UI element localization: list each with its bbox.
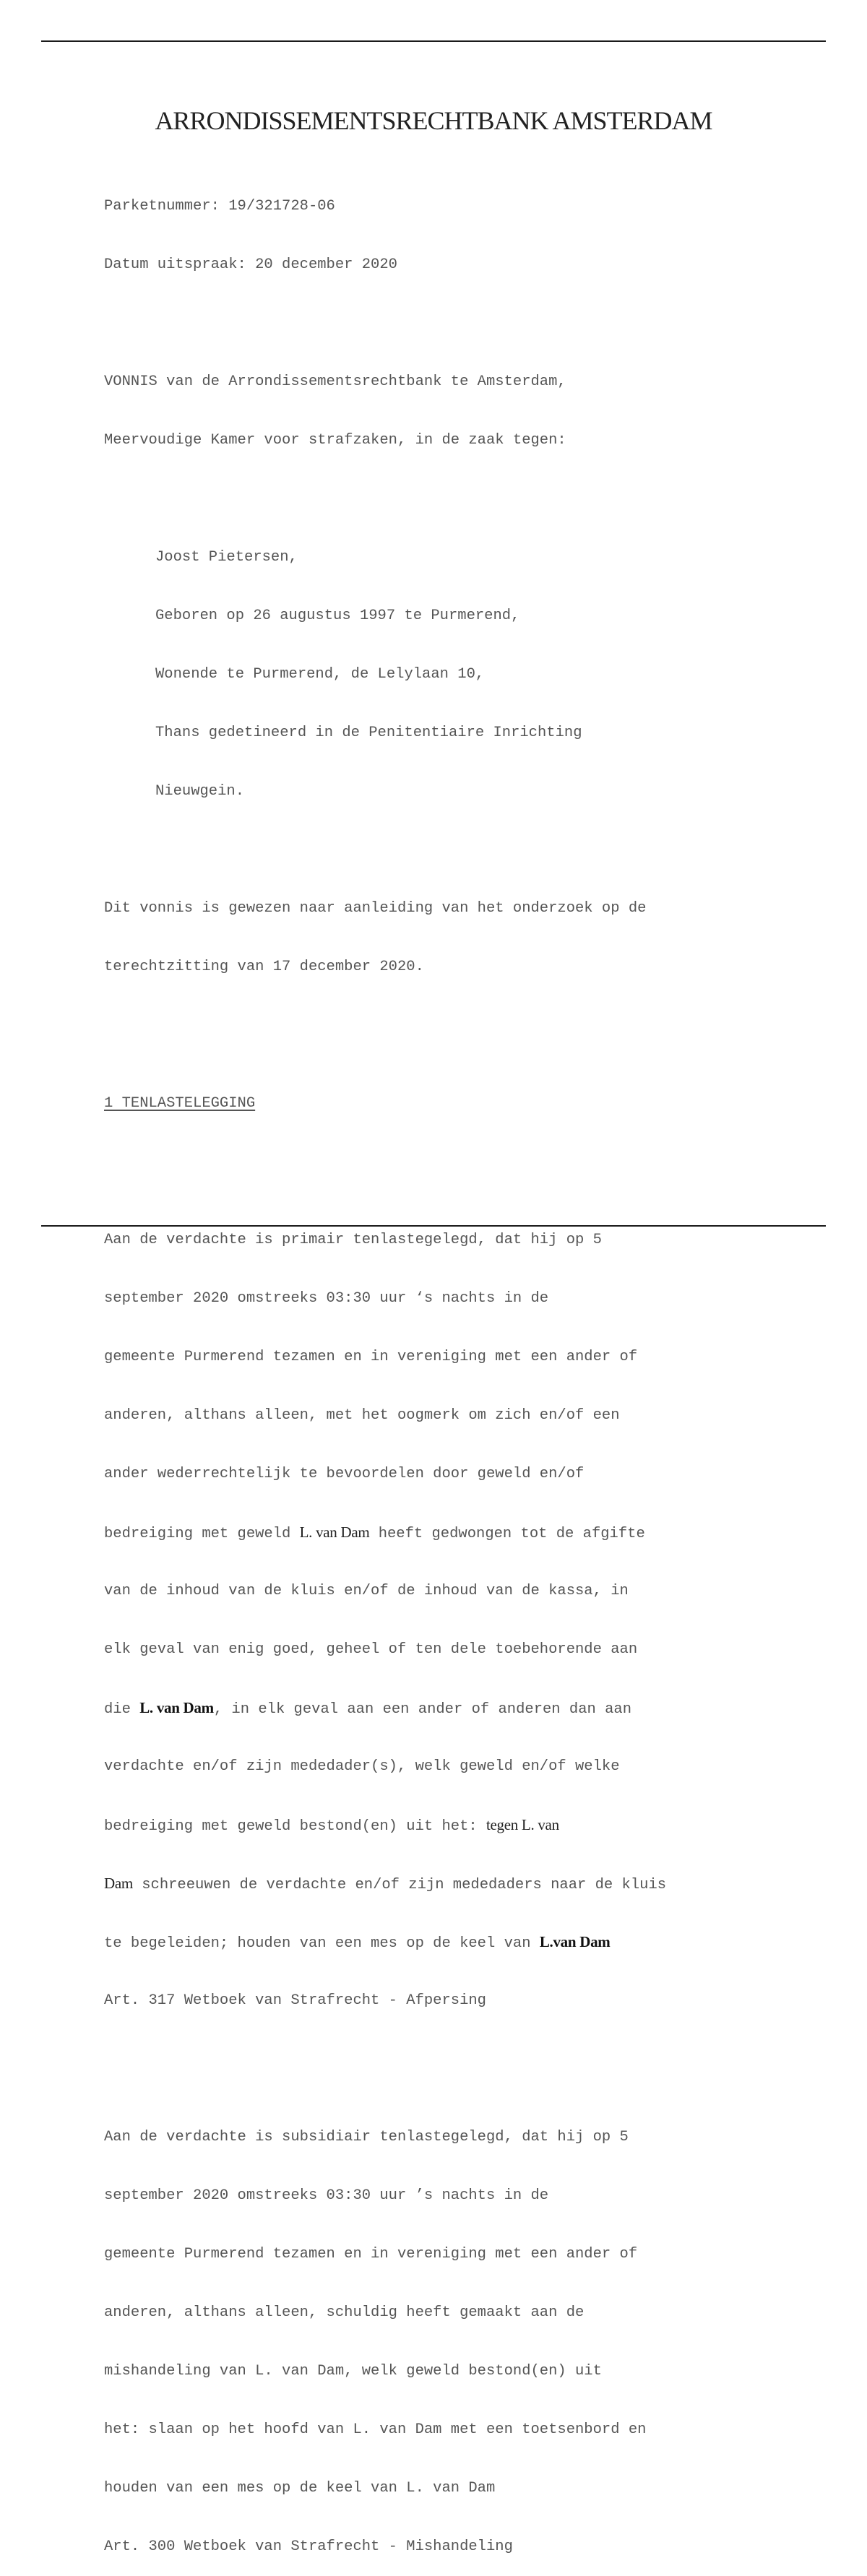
defendant-line: Joost Pietersen, — [155, 549, 298, 566]
subsidiary-article: Art. 300 Wetboek van Strafrecht - Mishandeling — [104, 2538, 513, 2555]
victim-name: L. van Dam — [299, 1523, 370, 1541]
text-run: , in elk geval aan een ander of anderen dan aan — [213, 1701, 632, 1718]
victim-name: Dam — [104, 1875, 133, 1892]
subsidiary-charge-line: gemeente Purmerend tezamen en in vereniging met een ander of — [104, 2246, 638, 2262]
text-run: schreeuwen de verdachte en/of zijn mededaders naar de kluis — [132, 1877, 667, 1893]
primary-charge-line: Aan de verdachte is primair tenlastegelegd, dat hij op 5 — [104, 1232, 602, 1248]
subsidiary-charge-line: het: slaan op het hoofd van L. van Dam met een toetsenbord en — [104, 2421, 647, 2438]
text-run: bedreiging met geweld bestond(en) uit het: — [104, 1818, 486, 1835]
verdict-date: Datum uitspraak: 20 december 2020 — [104, 256, 397, 273]
primary-charge-line: elk geval van enig goed, geheel of ten dele toebehorende aan — [104, 1641, 638, 1658]
text-run: die — [104, 1701, 140, 1718]
primary-charge-line: van de inhoud van de kluis en/of de inhoud van de kassa, in — [104, 1583, 629, 1599]
section-heading: 1 TENLASTELEGGING — [104, 1095, 256, 1112]
top-rule — [41, 40, 826, 42]
primary-charge-line — [104, 1698, 827, 1718]
hearing-line: terechtzitting van 17 december 2020. — [104, 959, 424, 975]
victim-name: L. van Dam — [139, 1699, 214, 1716]
primary-charge-line — [104, 1815, 827, 1835]
subsidiary-charge-line: mishandeling van L. van Dam, welk geweld bestond(en) uit — [104, 2363, 602, 2380]
defendant-line: Thans gedetineerd in de Penitentiaire Inrichting — [155, 725, 582, 741]
subsidiary-charge-line: Aan de verdachte is subsidiair tenlastegelegd, dat hij op 5 — [104, 2129, 629, 2145]
subsidiary-charge-line: september 2020 omstreeks 03:30 uur ’s nachts in de — [104, 2187, 549, 2204]
defendant-line: Geboren op 26 augustus 1997 te Purmerend, — [155, 608, 520, 624]
hearing-line: Dit vonnis is gewezen naar aanleiding van het onderzoek op de — [104, 900, 647, 917]
primary-charge-line: ander wederrechtelijk te bevoordelen door geweld en/of — [104, 1466, 585, 1482]
primary-charge-line: verdachte en/of zijn mededader(s), welk geweld en/of welke — [104, 1758, 620, 1775]
document-body — [104, 157, 827, 2576]
primary-charge-line — [104, 1523, 827, 1542]
primary-charge-line: september 2020 omstreeks 03:30 uur ‘s nachts in de — [104, 1290, 549, 1307]
defendant-line: Nieuwgein. — [155, 783, 245, 800]
victim-name: L.van Dam — [539, 1933, 611, 1950]
text-run: heeft gedwongen tot de afgifte — [369, 1526, 645, 1542]
primary-charge-line: anderen, althans alleen, met het oogmerk om zich en/of een — [104, 1407, 620, 1424]
case-number: Parketnummer: 19/321728-06 — [104, 198, 335, 215]
text-run: bedreiging met geweld — [104, 1526, 300, 1542]
primary-article: Art. 317 Wetboek van Strafrecht - Afpersing — [104, 1992, 486, 2009]
subsidiary-charge-line: anderen, althans alleen, schuldig heeft gemaakt aan de — [104, 2304, 585, 2321]
bottom-rule — [41, 1225, 826, 1227]
primary-charge-line — [104, 1932, 827, 1952]
intro-line: VONNIS van de Arrondissementsrechtbank te Amsterdam, — [104, 373, 566, 390]
court-title: ARRONDISSEMENTSRECHTBANK AMSTERDAM — [155, 106, 712, 135]
subsidiary-charge-line: houden van een mes op de keel van L. van Dam — [104, 2480, 496, 2497]
text-run: te begeleiden; houden van een mes op de keel van — [104, 1935, 540, 1952]
primary-charge-line: gemeente Purmerend tezamen en in vereniging met een ander of — [104, 1349, 638, 1365]
victim-name: tegen L. van — [486, 1816, 559, 1833]
defendant-line: Wonende te Purmerend, de Lelylaan 10, — [155, 666, 485, 683]
intro-line: Meervoudige Kamer voor strafzaken, in de zaak tegen: — [104, 432, 566, 449]
primary-charge-line — [104, 1874, 827, 1893]
